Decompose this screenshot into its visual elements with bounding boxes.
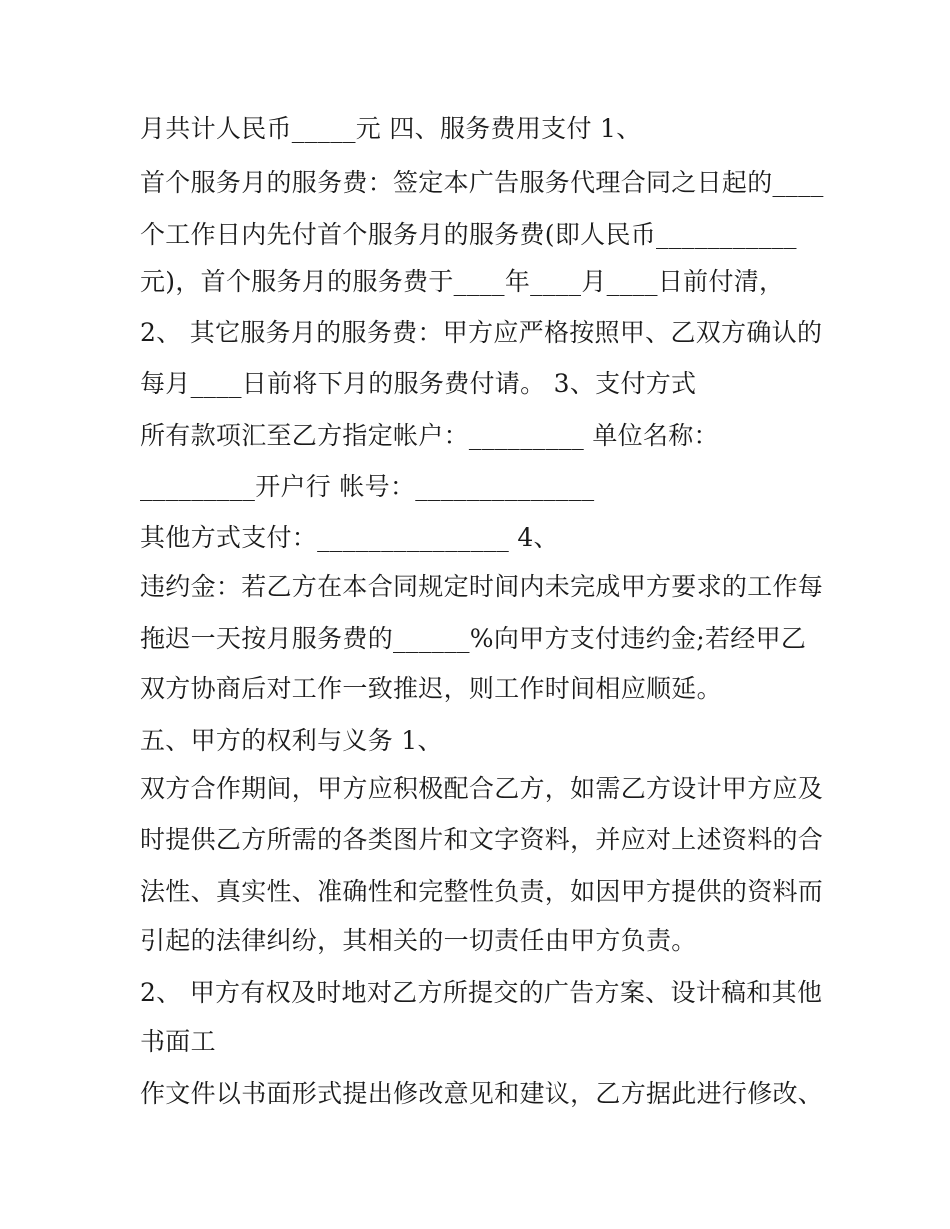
text-line: 所有款项汇至乙方指定帐户：_________ 单位名称： [140,421,719,450]
text-line: 拖迟一天按月服务费的______%向甲方支付违约金;若经甲乙 [140,624,807,653]
text-line: _________开户行 帐号：______________ [140,472,595,501]
text-line: 引起的法律纠纷，其相关的一切责任由甲方负责。 [140,926,697,955]
text-line: 违约金：若乙方在本合同规定时间内未完成甲方要求的工作每 [140,572,824,601]
text-line: 个工作日内先付首个服务月的服务费(即人民币___________ [140,220,797,249]
text-line: 元)，首个服务月的服务费于____年____月____日前付清， [140,267,785,296]
text-line: 2、 其它服务月的服务费：甲方应严格按照甲、乙双方确认的 [140,318,823,347]
text-line: 作文件以书面形式提出修改意见和建议，乙方据此进行修改、 [140,1079,824,1108]
text-line: 双方合作期间，甲方应积极配合乙方，如需乙方设计甲方应及 [140,774,824,803]
text-line: 书面工 [140,1027,216,1056]
text-line: 双方协商后对工作一致推迟，则工作时间相应顺延。 [140,674,722,703]
text-line: 法性、真实性、准确性和完整性负责，如因甲方提供的资料而 [140,877,824,906]
text-line: 首个服务月的服务费：签定本广告服务代理合同之日起的____ [140,168,824,197]
text-line: 月共计人民币_____元 四、服务费用支付 1、 [140,114,642,143]
text-line: 五、甲方的权利与义务 1、 [140,726,443,755]
text-line: 其他方式支付：_______________ 4、 [140,523,559,552]
text-line: 时提供乙方所需的各类图片和文字资料，并应对上述资料的合 [140,825,824,854]
text-line: 2、 甲方有权及时地对乙方所提交的广告方案、设计稿和其他 [140,978,823,1007]
text-line: 每月____日前将下月的服务费付请。 3、支付方式 [140,369,697,398]
